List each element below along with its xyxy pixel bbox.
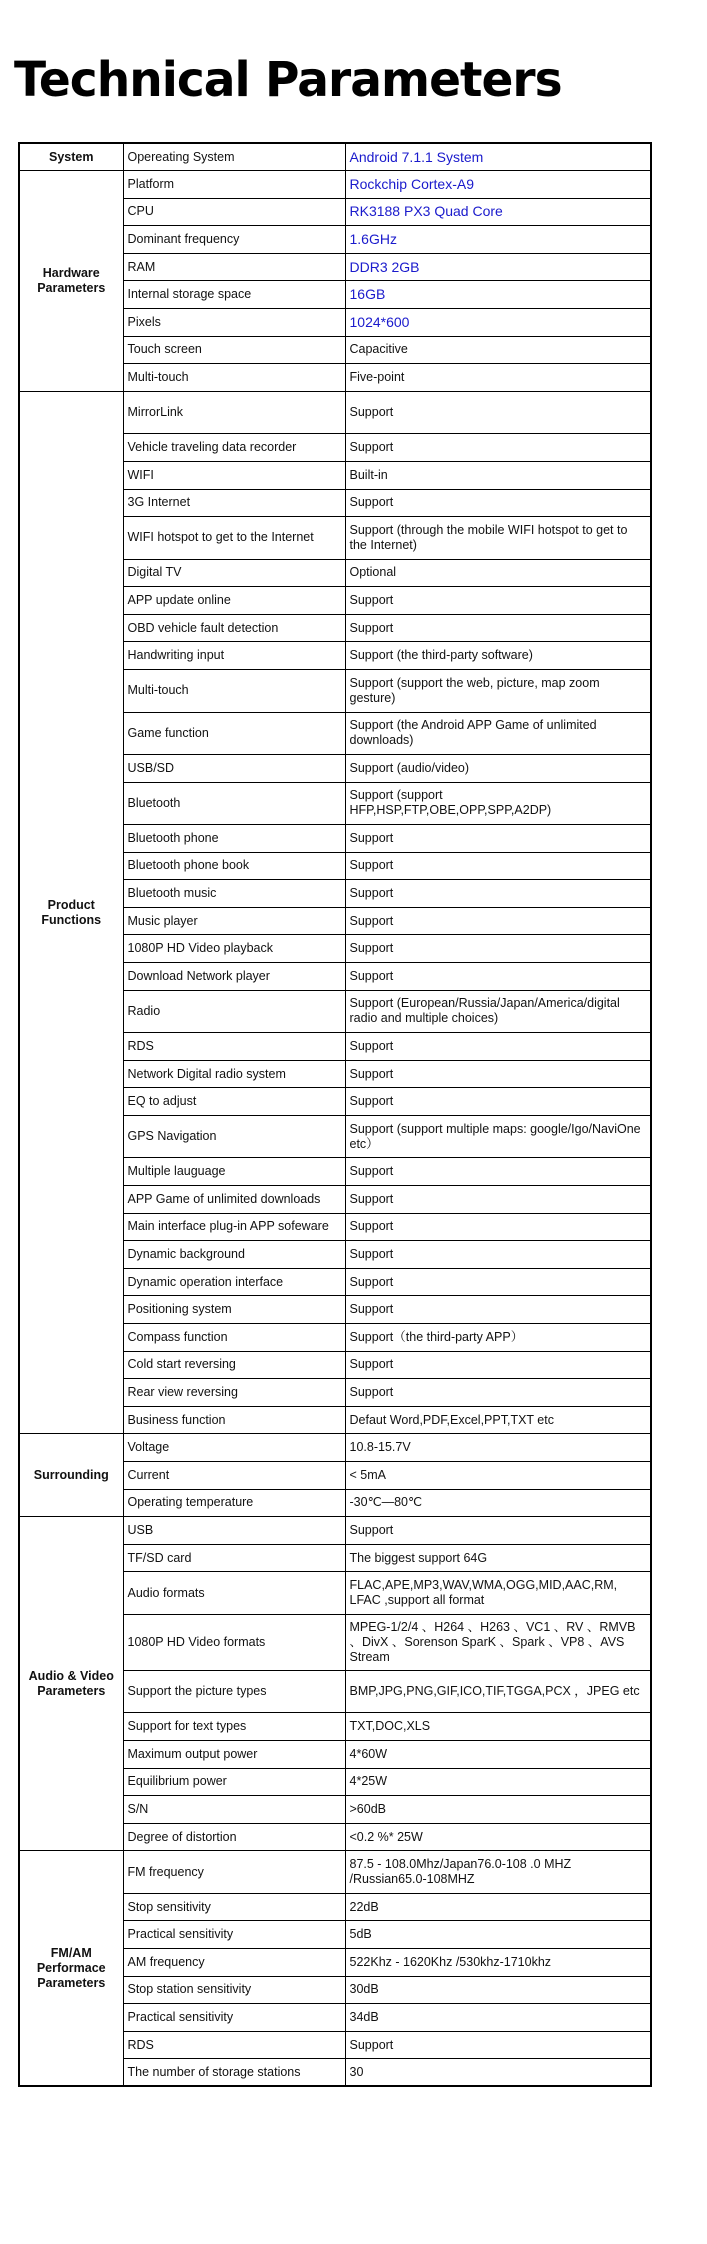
parameter-label: The number of storage stations (123, 2059, 345, 2087)
parameter-label: Maximum output power (123, 1740, 345, 1768)
category-cell: Product Functions (19, 391, 123, 1434)
parameter-label: Bluetooth phone (123, 825, 345, 853)
parameter-value: BMP,JPG,PNG,GIF,ICO,TIF,TGGA,PCX ，JPEG etc (345, 1670, 651, 1713)
parameter-value: Support (345, 1241, 651, 1269)
parameter-value: The biggest support 64G (345, 1544, 651, 1572)
parameter-label: Game function (123, 712, 345, 755)
parameter-value: Support (345, 880, 651, 908)
parameter-value: 22dB (345, 1893, 651, 1921)
parameter-label: Multi-touch (123, 364, 345, 392)
parameter-value: Support (345, 1060, 651, 1088)
parameter-label: Positioning system (123, 1296, 345, 1324)
parameter-label: APP Game of unlimited downloads (123, 1186, 345, 1214)
parameter-value: Support (345, 489, 651, 517)
parameter-label: Handwriting input (123, 642, 345, 670)
parameter-label: Opereating System (123, 143, 345, 171)
parameter-value: 1024*600 (345, 309, 651, 337)
parameter-value: Support (345, 614, 651, 642)
parameter-label: Multi-touch (123, 670, 345, 713)
parameter-label: Degree of distortion (123, 1823, 345, 1851)
parameter-value: 4*25W (345, 1768, 651, 1796)
parameter-label: OBD vehicle fault detection (123, 614, 345, 642)
parameter-value: 522Khz - 1620Khz /530khz-1710khz (345, 1949, 651, 1977)
parameter-label: Current (123, 1461, 345, 1489)
parameter-label: Business function (123, 1406, 345, 1434)
parameter-value: MPEG-1/2/4 、H264 、H263 、VC1 、RV 、RMVB 、DivX 、Sorenson SparK 、Spark 、VP8 、AVS Stream (345, 1614, 651, 1670)
parameter-label: Cold start reversing (123, 1351, 345, 1379)
parameter-value: Support (the Android APP Game of unlimited downloads) (345, 712, 651, 755)
parameter-label: Operating temperature (123, 1489, 345, 1517)
parameter-value: Support (345, 1268, 651, 1296)
parameter-label: 1080P HD Video playback (123, 935, 345, 963)
parameter-label: WIFI (123, 461, 345, 489)
parameter-label: Audio formats (123, 1572, 345, 1615)
parameter-value: Support (345, 963, 651, 991)
parameter-label: Dominant frequency (123, 226, 345, 254)
parameter-label: EQ to adjust (123, 1088, 345, 1116)
parameter-value: 4*60W (345, 1740, 651, 1768)
parameter-label: Vehicle traveling data recorder (123, 434, 345, 462)
parameter-value: Support (345, 1351, 651, 1379)
parameter-label: Internal storage space (123, 281, 345, 309)
parameter-value: Rockchip Cortex-A9 (345, 171, 651, 199)
parameter-value: Support (345, 852, 651, 880)
spec-row (19, 1434, 651, 1462)
spec-row (19, 171, 651, 199)
parameter-label: RDS (123, 2031, 345, 2059)
parameter-label: Main interface plug-in APP sofeware (123, 1213, 345, 1241)
parameter-label: USB/SD (123, 755, 345, 783)
parameter-value: Support (345, 825, 651, 853)
parameter-label: GPS Navigation (123, 1115, 345, 1158)
parameter-value: -30℃—80℃ (345, 1489, 651, 1517)
parameter-value: Support (345, 1213, 651, 1241)
parameter-value: Support (345, 1379, 651, 1407)
spec-row (19, 1851, 651, 1894)
parameter-label: RDS (123, 1033, 345, 1061)
parameter-label: Practical sensitivity (123, 1921, 345, 1949)
parameter-label: 3G Internet (123, 489, 345, 517)
parameter-value: RK3188 PX3 Quad Core (345, 198, 651, 226)
parameter-label: RAM (123, 253, 345, 281)
parameter-value: Support (345, 935, 651, 963)
parameter-value: Support (support the web, picture, map zoom gesture) (345, 670, 651, 713)
parameter-value: < 5mA (345, 1461, 651, 1489)
parameter-value: Support (345, 907, 651, 935)
parameter-label: Bluetooth (123, 782, 345, 825)
parameter-label: Equilibrium power (123, 1768, 345, 1796)
parameter-label: AM frequency (123, 1949, 345, 1977)
parameter-label: Pixels (123, 309, 345, 337)
parameter-label: Dynamic background (123, 1241, 345, 1269)
parameter-label: Touch screen (123, 336, 345, 364)
spec-row (19, 1517, 651, 1545)
parameter-value: Support (European/Russia/Japan/America/digital radio and multiple choices) (345, 990, 651, 1033)
parameter-label: Music player (123, 907, 345, 935)
parameter-value: Support (345, 1517, 651, 1545)
parameter-label: Support for text types (123, 1713, 345, 1741)
parameter-value: Capacitive (345, 336, 651, 364)
parameter-label: Stop station sensitivity (123, 1976, 345, 2004)
parameter-label: Support the picture types (123, 1670, 345, 1713)
parameter-value: Support (support multiple maps: google/Igo/NaviOne etc） (345, 1115, 651, 1158)
parameter-label: CPU (123, 198, 345, 226)
parameter-value: 87.5 - 108.0Mhz/Japan76.0-108 .0 MHZ /Russian65.0-108MHZ (345, 1851, 651, 1894)
parameter-value: Support (through the mobile WIFI hotspot to get to the Internet) (345, 517, 651, 560)
parameter-label: Compass function (123, 1324, 345, 1352)
parameter-value: Optional (345, 559, 651, 587)
parameter-value: TXT,DOC,XLS (345, 1713, 651, 1741)
category-cell: FM/AM Performace Parameters (19, 1851, 123, 2087)
parameter-value: Support (345, 587, 651, 615)
parameter-value: Defaut Word,PDF,Excel,PPT,TXT etc (345, 1406, 651, 1434)
parameter-label: TF/SD card (123, 1544, 345, 1572)
parameter-label: USB (123, 1517, 345, 1545)
parameter-label: Download Network player (123, 963, 345, 991)
parameter-value: 30dB (345, 1976, 651, 2004)
parameter-label: Bluetooth music (123, 880, 345, 908)
parameter-value: >60dB (345, 1796, 651, 1824)
parameter-label: S/N (123, 1796, 345, 1824)
parameter-label: FM frequency (123, 1851, 345, 1894)
parameter-value: Support (support HFP,HSP,FTP,OBE,OPP,SPP,A2DP) (345, 782, 651, 825)
parameter-value: Built-in (345, 461, 651, 489)
parameter-label: Digital TV (123, 559, 345, 587)
spec-table-body (19, 143, 651, 2086)
parameter-value: 16GB (345, 281, 651, 309)
parameter-label: MirrorLink (123, 391, 345, 434)
parameter-value: 34dB (345, 2004, 651, 2032)
parameter-value: 5dB (345, 1921, 651, 1949)
category-cell: System (19, 143, 123, 171)
parameter-label: Stop sensitivity (123, 1893, 345, 1921)
parameter-label: APP update online (123, 587, 345, 615)
parameter-label: Platform (123, 171, 345, 199)
parameter-value: <0.2 %* 25W (345, 1823, 651, 1851)
spec-row (19, 143, 651, 171)
parameter-label: Radio (123, 990, 345, 1033)
parameter-value: Support (345, 391, 651, 434)
parameter-value: Support（the third-party APP） (345, 1324, 651, 1352)
parameter-value: Support (345, 434, 651, 462)
parameter-value: Support (345, 1186, 651, 1214)
parameter-label: 1080P HD Video formats (123, 1614, 345, 1670)
parameter-value: Support (345, 2031, 651, 2059)
parameter-value: Support (audio/video) (345, 755, 651, 783)
parameter-label: Bluetooth phone book (123, 852, 345, 880)
category-cell: Surrounding (19, 1434, 123, 1517)
parameter-label: Network Digital radio system (123, 1060, 345, 1088)
parameter-value: Support (345, 1296, 651, 1324)
parameter-label: Multiple lauguage (123, 1158, 345, 1186)
parameter-value: Five-point (345, 364, 651, 392)
parameter-value: 1.6GHz (345, 226, 651, 254)
parameter-label: Practical sensitivity (123, 2004, 345, 2032)
parameter-value: Support (345, 1088, 651, 1116)
parameter-label: WIFI hotspot to get to the Internet (123, 517, 345, 560)
parameter-label: Rear view reversing (123, 1379, 345, 1407)
parameter-value: FLAC,APE,MP3,WAV,WMA,OGG,MID,AAC,RM, LFAC ,support all format (345, 1572, 651, 1615)
parameter-label: Voltage (123, 1434, 345, 1462)
parameter-value: Support (345, 1033, 651, 1061)
parameter-value: DDR3 2GB (345, 253, 651, 281)
category-cell: Hardware Parameters (19, 171, 123, 392)
spec-table (18, 142, 652, 2087)
parameter-value: Support (345, 1158, 651, 1186)
parameter-value: Support (the third-party software) (345, 642, 651, 670)
parameter-value: 10.8-15.7V (345, 1434, 651, 1462)
parameter-value: Android 7.1.1 System (345, 143, 651, 171)
parameter-label: Dynamic operation interface (123, 1268, 345, 1296)
parameter-value: 30 (345, 2059, 651, 2087)
spec-row (19, 391, 651, 434)
category-cell: Audio & Video Parameters (19, 1517, 123, 1851)
page-title: Technical Parameters (14, 52, 562, 108)
